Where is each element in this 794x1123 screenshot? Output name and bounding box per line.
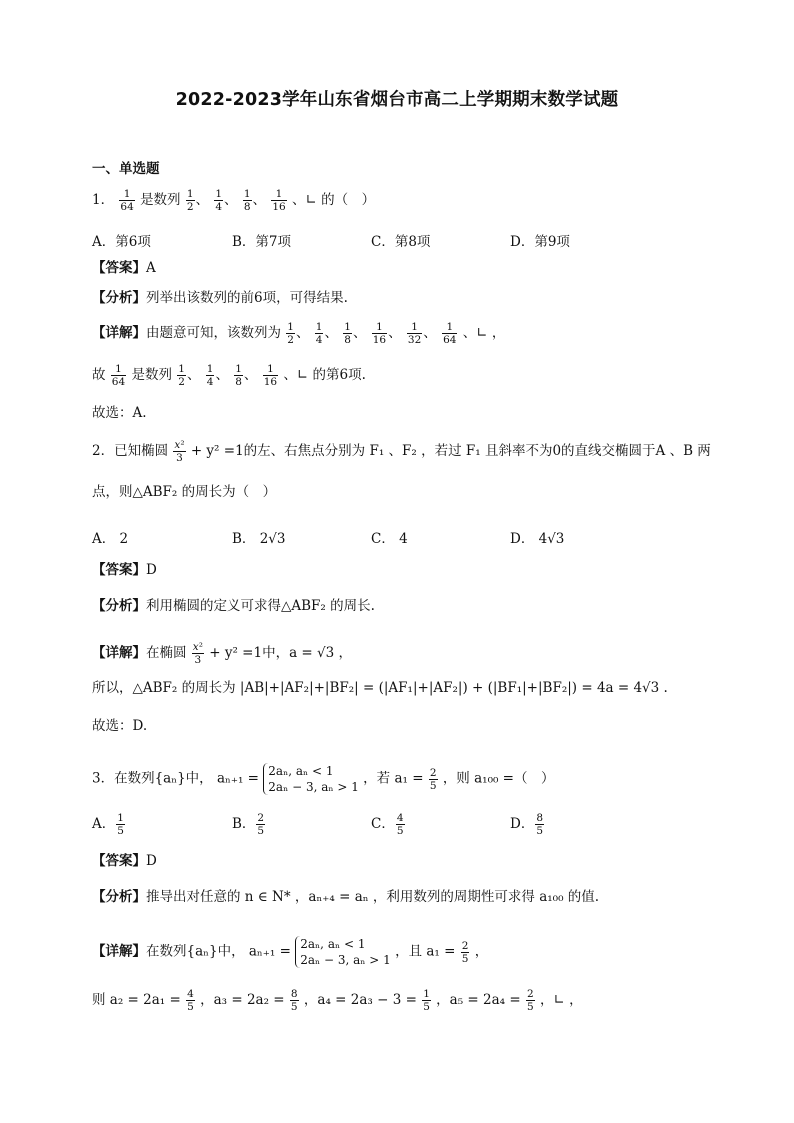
- q3-analysis: 【分析】推导出对任意的 n ∈ N* ，aₙ₊₄ = aₙ ，利用数列的周期性可求得 a₁₀₀ 的值.: [92, 889, 600, 905]
- q2-option-b: B． 2√3: [232, 531, 286, 547]
- q2-analysis: 【分析】利用椭圆的定义可求得△ABF₂ 的周长.: [92, 598, 375, 614]
- q1-option-c: C．第8项: [371, 234, 431, 250]
- q3-option-c: C． $\frac{4}{5}$: [371, 812, 404, 837]
- q1-option-b: B．第7项: [232, 234, 292, 250]
- q2-perimeter: 所以，△ABF₂ 的周长为 |AB|+|AF₂|+|BF₂| = (|AF₁|+|AF₂|) + (|BF₁|+|BF₂|) = 4a = 4√3 .: [92, 680, 668, 696]
- page-title: 2022-2023学年山东省烟台市高二上学期期末数学试题: [175, 90, 619, 110]
- q1-answer: 【答案】A: [92, 260, 156, 276]
- q1-conclusion: 故 $\frac{1}{64}$ 是数列 $\frac{1}{2}$ 、 $\frac{1}{4}$ 、 $\frac{1}{8}$ 、 $\frac{1}{16}$ 、∟ 的第6项.: [92, 363, 366, 388]
- q2-choice: 故选：D.: [92, 718, 148, 734]
- section-heading: 一、单选题: [92, 161, 160, 177]
- q3-iteration: 则 a₂ = 2a₁ = $\frac{4}{5}$ ，a₃ = 2a₂ = $\frac{8}{5}$ ，a₄ = 2a₃ − 3 = $\frac{1}{5}$ ，a₅ = 2a₄ = $\frac{2}{5}$ ，∟ ，: [92, 988, 583, 1013]
- q1-number: 1．: [92, 192, 115, 208]
- q1-detail: 【详解】由题意可知，该数列为 $\frac{1}{2}$ 、 $\frac{1}{4}$ 、 $\frac{1}{8}$ 、 $\frac{1}{16}$ 、 $\frac{1}{32}$ 、 $\frac{1}{64}$ 、∟ ，: [92, 321, 506, 346]
- q2-option-d: D． 4√3: [510, 531, 565, 547]
- q2-answer: 【答案】D: [92, 562, 157, 578]
- fraction: $\frac{1}{64}$: [120, 188, 134, 213]
- q3-option-b: B． $\frac{2}{5}$: [232, 812, 265, 837]
- q2-stem-line2: 点，则△ABF₂ 的周长为（ ）: [92, 484, 277, 500]
- q2-option-c: C． 4: [371, 531, 408, 547]
- q3-option-a: A． $\frac{1}{5}$: [92, 812, 124, 837]
- q1-option-a: A．第6项: [92, 234, 151, 250]
- q1-choice: 故选：A.: [92, 405, 147, 421]
- q3-detail: 【详解】在数列{aₙ}中， aₙ₊₁ = 2aₙ, aₙ < 1 2aₙ − 3, aₙ > 1 ，且 a₁ = $\frac{2}{5}$ ，: [92, 937, 489, 967]
- q1-analysis: 【分析】列举出该数列的前6项，可得结果.: [92, 290, 348, 306]
- q3-stem: 3．在数列{aₙ}中， aₙ₊₁ = 2aₙ, aₙ < 1 2aₙ − 3, aₙ > 1 ，若 a₁ = $\frac{2}{5}$ ，则 a₁₀₀ =（ ）: [92, 764, 555, 794]
- q3-option-d: D． $\frac{8}{5}$: [510, 812, 544, 837]
- piecewise: 2aₙ, aₙ < 1 2aₙ − 3, aₙ > 1: [263, 763, 359, 795]
- q2-stem: 2．已知椭圆 $\frac{\text{x²}}{3}$ + y² =1的左、右焦点分别为 F₁ 、F₂ ，若过 F₁ 且斜率不为0的直线交椭圆于A 、B 两: [92, 439, 711, 464]
- q2-option-a: A． 2: [92, 531, 129, 547]
- q3-answer: 【答案】D: [92, 853, 157, 869]
- q2-detail: 【详解】在椭圆 $\frac{\text{x²}}{3}$ + y² =1中，a = √3 ，: [92, 641, 352, 666]
- q1-option-d: D．第9项: [510, 234, 570, 250]
- q1-stem: 1． $\frac{1}{64}$ 是数列 $\frac{1}{2}$ 、 $\frac{1}{4}$ 、 $\frac{1}{8}$ 、 $\frac{1}{16}$ 、∟ 的（ ）: [92, 188, 376, 213]
